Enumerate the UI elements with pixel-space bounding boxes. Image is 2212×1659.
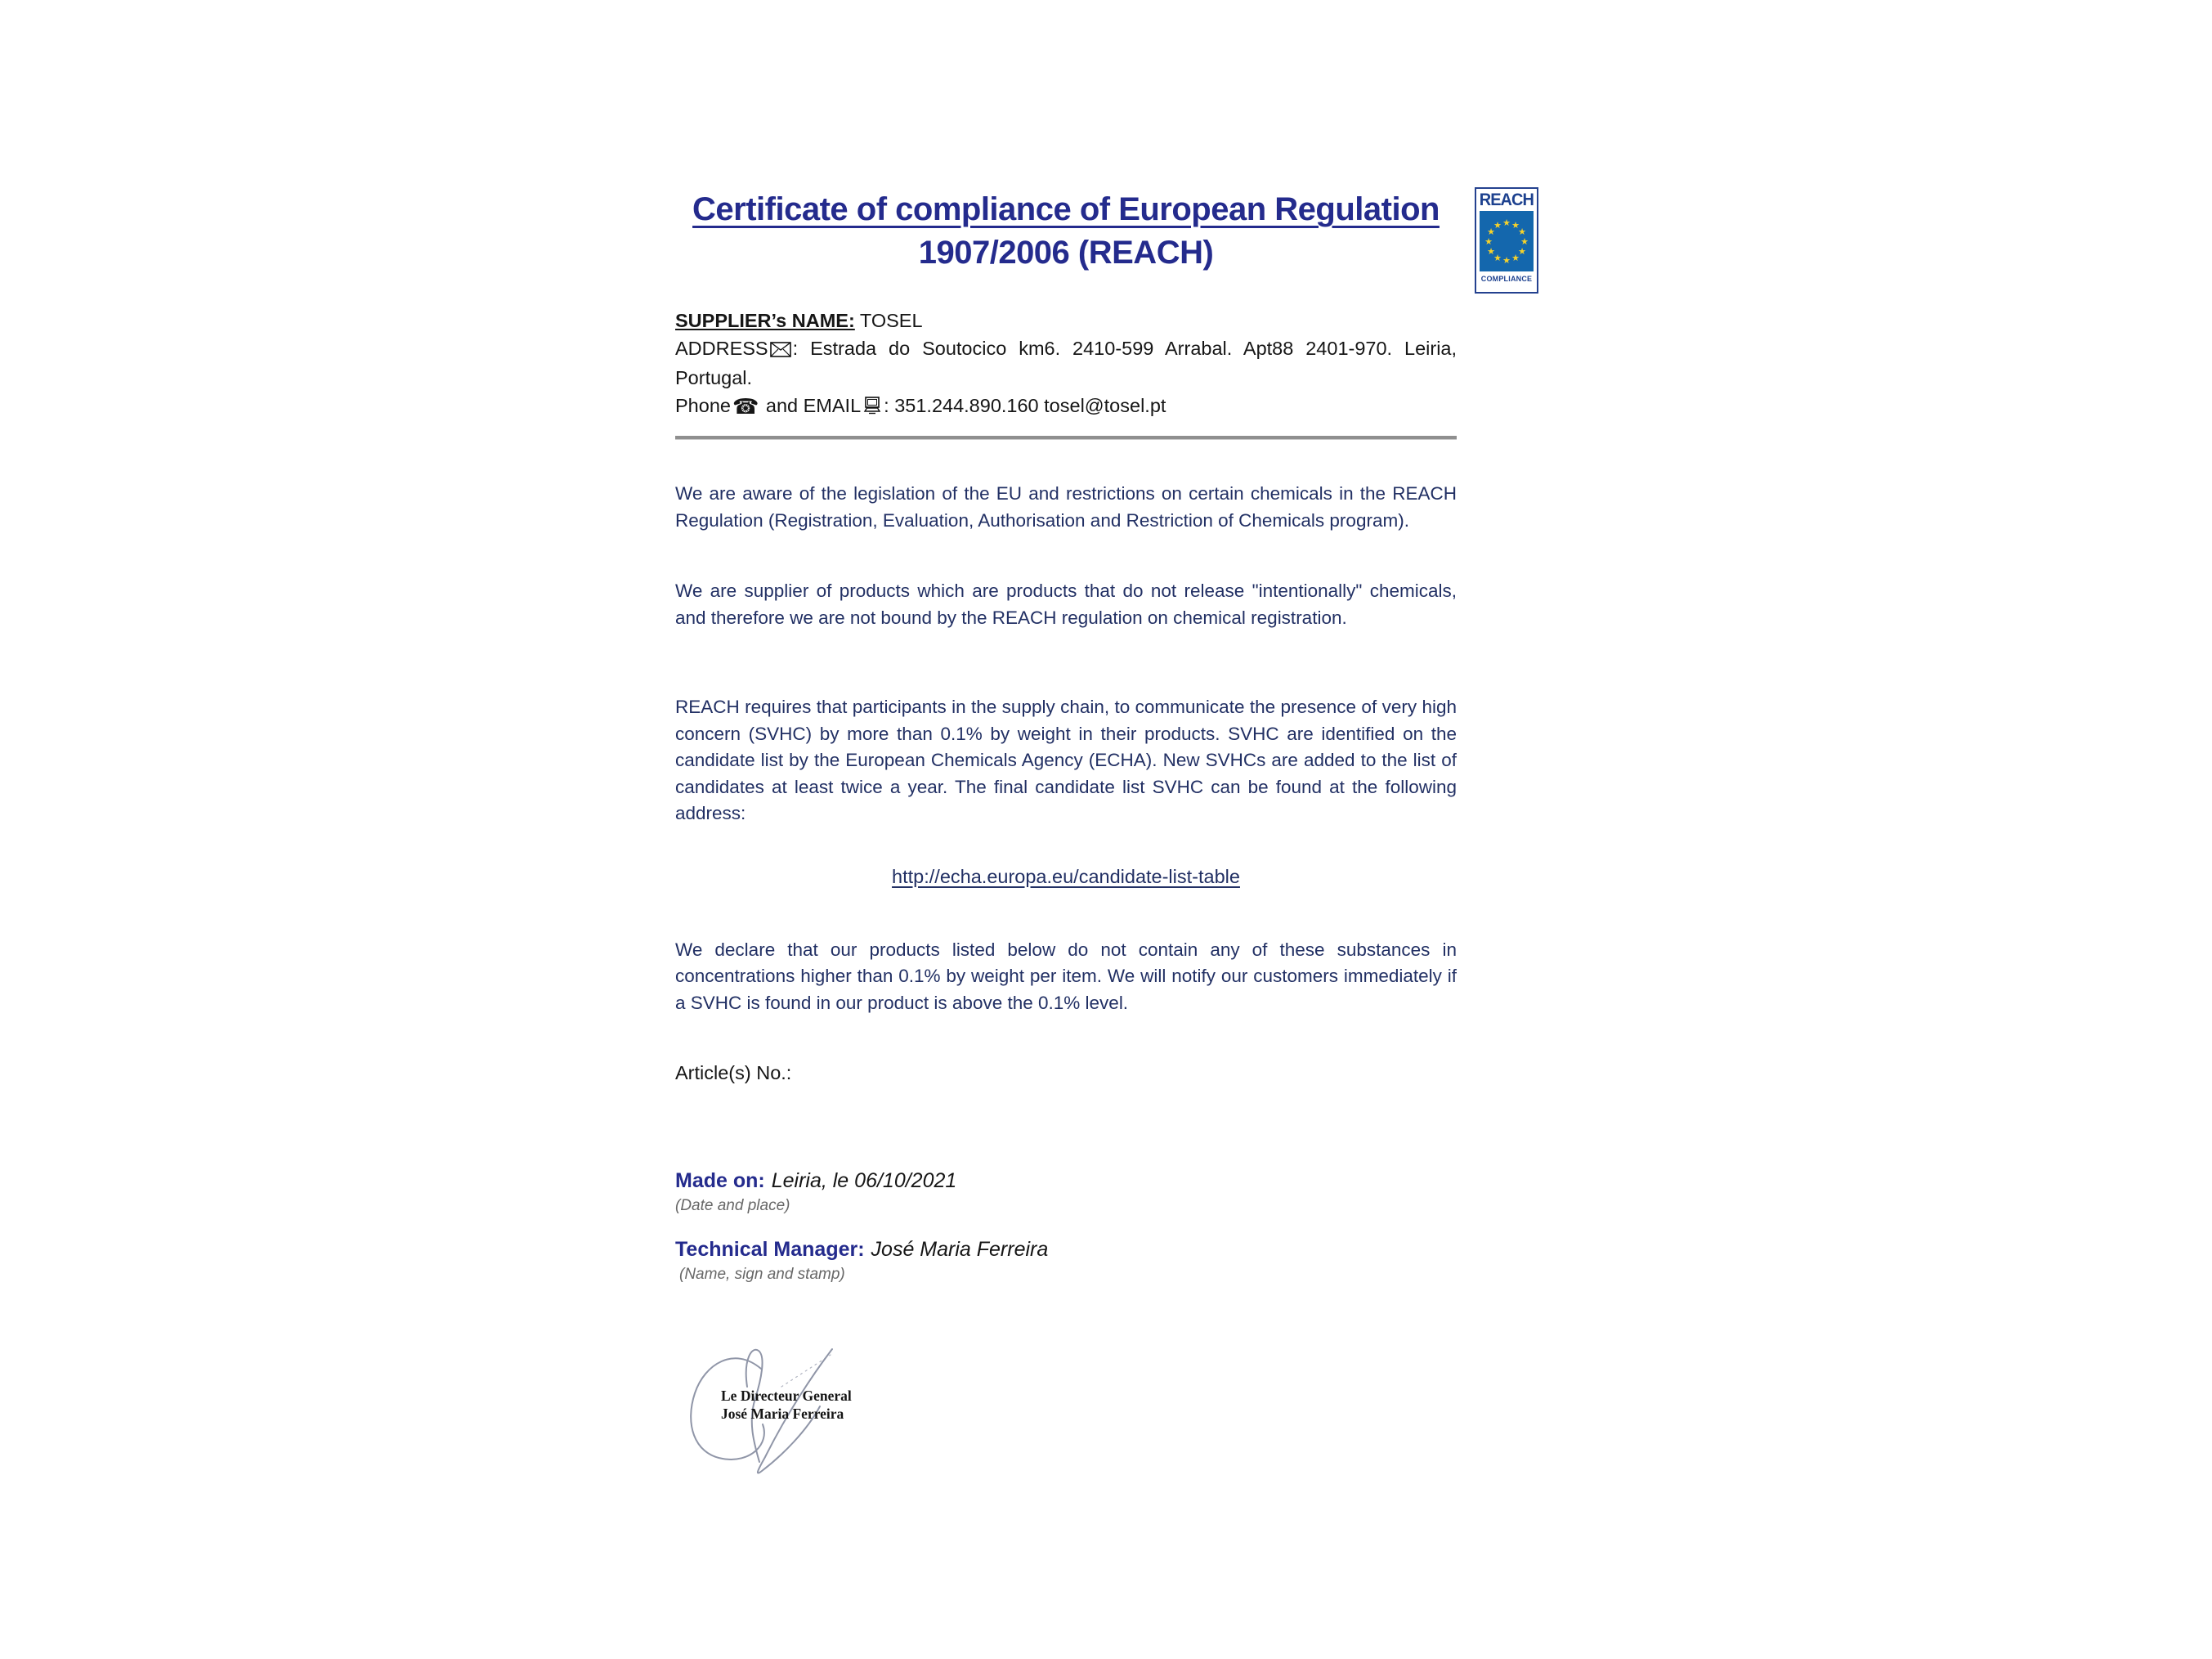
- svg-text:★: ★: [1493, 253, 1502, 263]
- paragraph-declaration: We declare that our products listed below do not contain any of these substances in concentrations higher than 0.1% by weight per item. We will notify our customers immediately if a SVHC is found in our product is above the 0.1% level.: [675, 939, 1457, 1013]
- title-line-2: 1907/2006 (REACH): [918, 235, 1214, 271]
- reach-compliance-logo: [1475, 187, 1538, 294]
- paragraph-reach-awareness: We are aware of the legislation of the EU and restrictions on certain chemicals in the REACH Regulation (Registration, Evaluation, Authorisation and Restriction of Chemicals program).: [675, 483, 1457, 531]
- date-place-note: (Date and place): [675, 1197, 790, 1214]
- stamp-line-1: Le Directeur General: [721, 1388, 852, 1404]
- document-title: [675, 188, 1457, 275]
- contact-value: 351.244.890.160 tosel@tosel.pt: [894, 394, 1166, 416]
- svg-text:★: ★: [1487, 246, 1495, 257]
- eu-stars-icon: [1480, 211, 1534, 271]
- svg-text:★: ★: [1520, 236, 1529, 247]
- address-value: Estrada do Soutocico km6. 2410-599 Arrabal. Apt88 2401-970. Leiria, Portugal.: [675, 337, 1458, 388]
- address-separator: :: [792, 337, 811, 359]
- candidate-list-link-row: [675, 866, 1457, 888]
- svg-text:★: ★: [1487, 226, 1495, 237]
- svg-text:★: ★: [1518, 226, 1526, 237]
- supplier-name-label: SUPPLIER’s NAME:: [675, 310, 855, 331]
- technical-manager-label: Technical Manager:: [675, 1238, 865, 1261]
- signature-block: [683, 1343, 871, 1506]
- article-number-label: Article(s) No.:: [675, 1062, 792, 1083]
- envelope-icon: [770, 338, 791, 365]
- contact-separator: :: [884, 394, 895, 416]
- certificate-document: [675, 188, 1457, 1285]
- svg-text:★: ★: [1502, 255, 1511, 266]
- stamp-line-2: José Maria Ferreira: [721, 1406, 844, 1422]
- svg-text:★: ★: [1484, 236, 1493, 247]
- supplier-address-line: [675, 335, 1457, 392]
- reach-logo-title: REACH: [1479, 191, 1534, 209]
- made-on-line: [675, 1166, 1457, 1195]
- phone-label: Phone: [675, 394, 731, 416]
- made-on-label: Made on:: [675, 1169, 765, 1192]
- computer-icon: [862, 395, 882, 423]
- svg-text:★: ★: [1511, 253, 1520, 263]
- svg-text:★: ★: [1511, 220, 1520, 231]
- supplier-name-value: TOSEL: [859, 310, 923, 331]
- supplier-info-block: [675, 307, 1457, 422]
- paragraph-supplier-statement: We are supplier of products which are products that do not release "intentionally" chemicals, and therefore we are not bound by the REACH regulation on chemical registration.: [675, 581, 1457, 628]
- address-label: ADDRESS: [675, 337, 768, 359]
- name-sign-stamp-note: (Name, sign and stamp): [679, 1266, 845, 1283]
- candidate-list-link[interactable]: http://echa.europa.eu/candidate-list-table: [892, 865, 1240, 887]
- supplier-contact-line: [675, 392, 1457, 423]
- title-line-1: Certificate of compliance of European Regulation: [692, 191, 1440, 227]
- divider: [675, 436, 1457, 440]
- paragraph-svhc-requirements: REACH requires that participants in the supply chain, to communicate the presence of very high concern (SVHC) by more than 0.1% by weight in their products. SVHC are identified on the candidate list by the European Chemicals Agency (ECHA). New SVHCs are added to the list of candidates at least twice a year. The final candidate list SVHC can be found at the following address:: [675, 697, 1457, 823]
- stamp-text: [721, 1387, 852, 1423]
- technical-manager-value: José Maria Ferreira: [871, 1238, 1049, 1261]
- reach-logo-compliance-label: COMPLIANCE: [1480, 275, 1533, 283]
- svg-text:★: ★: [1502, 217, 1511, 228]
- supplier-name-line: [675, 307, 1457, 335]
- svg-text:★: ★: [1493, 220, 1502, 231]
- phone-icon: ☎: [732, 393, 759, 419]
- made-on-value: Leiria, le 06/10/2021: [771, 1169, 957, 1192]
- signature-scribble-icon: [683, 1343, 871, 1506]
- svg-text:★: ★: [1518, 246, 1526, 257]
- email-label: and EMAIL: [760, 394, 862, 416]
- technical-manager-line: [675, 1235, 1457, 1264]
